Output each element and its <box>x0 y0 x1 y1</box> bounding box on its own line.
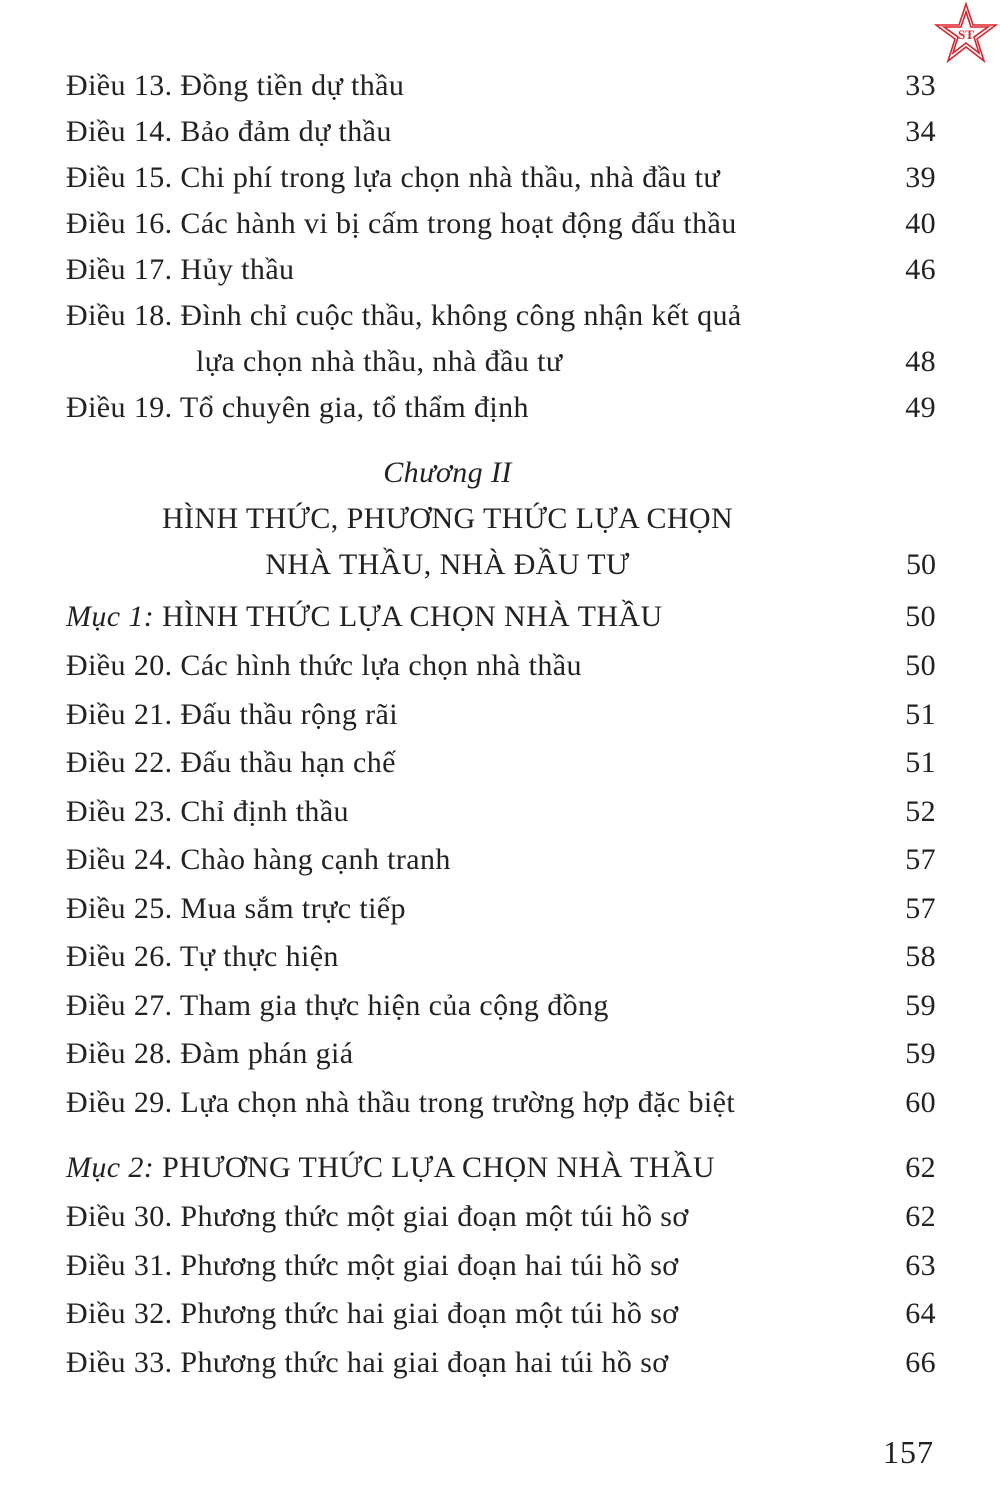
entry-title: Điều 31. Phương thức một giai đoạn hai túi hồ sơ <box>66 1248 679 1282</box>
page-number: 34 <box>905 115 936 148</box>
toc-entry[interactable] <box>66 1246 936 1286</box>
toc-entry[interactable] <box>66 1083 936 1123</box>
toc-entry[interactable] <box>66 840 936 880</box>
page-number: 66 <box>905 1345 936 1379</box>
toc-entry[interactable] <box>66 204 936 244</box>
entry-title: Điều 22. Đấu thầu hạn chế <box>66 746 396 779</box>
toc-entry[interactable] <box>66 889 936 929</box>
entry-title: Điều 15. Chi phí trong lựa chọn nhà thầu, nhà đầu tư <box>66 161 721 194</box>
entry-title: Điều 25. Mua sắm trực tiếp <box>66 891 406 925</box>
page-number: 57 <box>905 891 936 925</box>
page-number: 57 <box>905 843 936 876</box>
toc-entry[interactable] <box>66 937 936 977</box>
entry-title: Điều 28. Đàm phán giá <box>66 1037 354 1070</box>
toc-entry[interactable] <box>66 158 936 198</box>
page-number: 60 <box>905 1085 936 1119</box>
entry-title: Điều 17. Hủy thầu <box>66 253 295 286</box>
entry-title: Điều 21. Đấu thầu rộng rãi <box>66 697 398 731</box>
entry-title: Điều 26. Tự thực hiện <box>66 940 339 973</box>
page-number: 58 <box>905 940 936 973</box>
page-number: 59 <box>905 988 936 1022</box>
toc-entry[interactable] <box>66 112 936 152</box>
chapter-label: Chương II <box>383 456 512 489</box>
entry-title: Điều 13. Đồng tiền dự thầu <box>66 69 405 102</box>
toc-entry[interactable] <box>66 1197 936 1237</box>
toc-entry[interactable] <box>66 986 936 1026</box>
page-number: 62 <box>905 1151 936 1184</box>
page-number: 50 <box>905 649 936 682</box>
toc-entry[interactable] <box>66 388 936 428</box>
publisher-logo <box>934 2 998 64</box>
page-number: 33 <box>905 69 936 102</box>
entry-title: Điều 24. Chào hàng cạnh tranh <box>66 843 451 876</box>
toc-entry[interactable] <box>66 342 936 382</box>
toc-entry[interactable] <box>66 250 936 290</box>
entry-title: Điều 33. Phương thức hai giai đoạn hai túi hồ sơ <box>66 1345 669 1379</box>
page-number: 48 <box>905 345 936 378</box>
page-number: 62 <box>905 1200 936 1233</box>
toc-entry[interactable] <box>66 695 936 735</box>
entry-title: Điều 27. Tham gia thực hiện của cộng đồng <box>66 988 609 1022</box>
page-folio: 157 <box>883 1434 934 1470</box>
toc-entry[interactable] <box>66 792 936 832</box>
entry-title: Điều 16. Các hành vi bị cấm trong hoạt động đấu thầu <box>66 207 737 240</box>
entry-title: Điều 19. Tổ chuyên gia, tổ thẩm định <box>66 391 529 424</box>
toc-entry[interactable] <box>66 646 936 686</box>
page-number: 39 <box>905 161 936 194</box>
page-number: 40 <box>905 207 936 240</box>
entry-title: Điều 32. Phương thức hai giai đoạn một túi hồ sơ <box>66 1297 679 1330</box>
page-number: 64 <box>905 1297 936 1330</box>
chapter-title-line2: NHÀ THẦU, NHÀ ĐẦU TƯ <box>265 548 630 581</box>
toc-entry[interactable] <box>66 743 936 783</box>
page-number: 51 <box>905 697 936 731</box>
page-number: 63 <box>905 1248 936 1282</box>
section-heading-2[interactable]: Mục 2: PHƯƠNG THỨC LỰA CHỌN NHÀ THẦU 62 <box>66 1148 936 1188</box>
entry-title: Điều 20. Các hình thức lựa chọn nhà thầu <box>66 649 582 682</box>
toc-entry[interactable] <box>66 66 936 106</box>
entry-title: Điều 29. Lựa chọn nhà thầu trong trường hợp đặc biệt <box>66 1085 736 1119</box>
toc-entry[interactable] <box>66 1034 936 1074</box>
chapter-page: 50 <box>906 548 936 581</box>
entry-title: Điều 23. Chỉ định thầu <box>66 794 349 828</box>
page-number: 49 <box>905 391 936 424</box>
page-number: 51 <box>905 746 936 779</box>
entry-title: Điều 14. Bảo đảm dự thầu <box>66 115 392 148</box>
entry-title: Điều 18. Đình chỉ cuộc thầu, không công nhận kết quả <box>66 299 742 332</box>
entry-title: lựa chọn nhà thầu, nhà đầu tư <box>196 345 563 378</box>
page-number: 46 <box>905 253 936 286</box>
chapter-title-line1: HÌNH THỨC, PHƯƠNG THỨC LỰA CHỌN <box>161 502 734 535</box>
page-number: 50 <box>905 600 936 633</box>
entry-title: Điều 30. Phương thức một giai đoạn một túi hồ sơ <box>66 1200 689 1233</box>
page-number: 52 <box>905 794 936 828</box>
toc-entry[interactable] <box>66 296 936 336</box>
toc-entry[interactable] <box>66 1343 936 1383</box>
toc-entry[interactable] <box>66 1294 936 1334</box>
svg-text:ST: ST <box>958 27 974 42</box>
section-heading-1[interactable]: Mục 1: HÌNH THỨC LỰA CHỌN NHÀ THẦU 50 <box>66 597 936 637</box>
page-number: 59 <box>905 1037 936 1070</box>
